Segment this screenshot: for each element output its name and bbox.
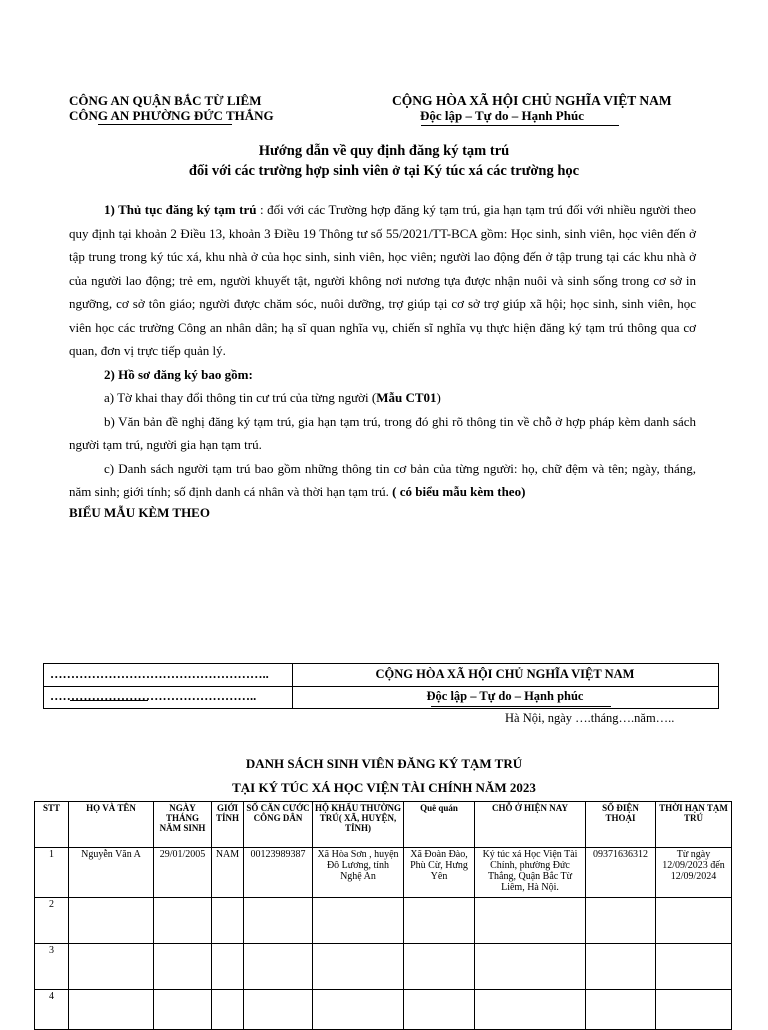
table-cell [586, 944, 656, 990]
table-cell: Ký túc xá Học Viện Tài Chính, phường Đức Thắng, Quận Bắc Từ Liêm, Hà Nội. [475, 848, 586, 898]
table-cell: Nguyễn Văn A [69, 848, 154, 898]
form-ct01-label: Mẫu CT01 [376, 390, 437, 405]
agency-name: CÔNG AN QUẬN BẮC TỪ LIÊM [69, 93, 262, 108]
list-title: DANH SÁCH SINH VIÊN ĐĂNG KÝ TẠM TRÚ [245, 756, 523, 771]
table-cell: 1 [35, 848, 69, 898]
table-cell [404, 944, 475, 990]
paragraph-procedure [69, 198, 696, 363]
document-body [69, 198, 696, 504]
column-header: STT [35, 802, 69, 848]
table-cell: 29/01/2005 [154, 848, 212, 898]
agency-subname: CÔNG AN PHƯỜNG ĐỨC THẮNG [69, 108, 274, 123]
column-header: HỘ KHẨU THƯỜNG TRÚ( XÃ, HUYỆN, TỈNH) [313, 802, 404, 848]
form-left-divider [70, 700, 148, 701]
table-cell: 00123989387 [244, 848, 313, 898]
form-header-box [43, 663, 719, 709]
national-motto: Độc lập – Tự do – Hạnh Phúc [420, 108, 584, 123]
header-right-divider [421, 125, 619, 126]
table-row [35, 848, 732, 898]
form-right-divider [431, 706, 611, 707]
annex-heading: BIỂU MẪU KÈM THEO [69, 505, 210, 520]
organization-blank-2: ………………………………………….. [50, 689, 257, 703]
national-title: CỘNG HÒA XÃ HỘI CHỦ NGHĨA VIỆT NAM [392, 93, 672, 108]
table-cell [475, 898, 586, 944]
column-header: SỐ CĂN CƯỚC CÔNG DÂN [244, 802, 313, 848]
procedure-text: : đối với các Trường hợp đăng ký tạm trú, gia hạn tạm trú đối với nhiều người theo quy định tại khoản 2 Điều 13, khoản 3 Điều 19 Thông tư số 55/2021/TT-BCA gồm: Học sinh, sinh viên, học viên đến ở tập trung trong ký túc xá, khu nhà ở của học sinh, sinh viên, học viên; người lao động đến ở tập trung tại các khu nhà ở của người lao động; trẻ em, người khuyết tật, người không nơi nương tựa được nhận nuôi và sinh sống trong cơ sở in ngưỡng, cơ sở tôn giáo; người được chăm sóc, nuôi dưỡng, trợ giúp tại cơ sở trợ giúp xã hội; học sinh, sinh viên, học viên học các trường Công an nhân dân; hạ sĩ quan nghĩa vụ, chiến sĩ nghĩa vụ thực hiện đăng ký tạm trú thông qua cơ quan, đơn vị trực tiếp quản lý. [69, 202, 697, 358]
table-cell: Xã Hòa Sơn , huyện Đô Lương, tỉnh Nghệ An [313, 848, 404, 898]
table-cell: Xã Đoàn Đào, Phù Cừ, Hưng Yên [404, 848, 475, 898]
table-header-row [35, 802, 732, 848]
dossier-item-c [69, 457, 696, 504]
column-header: HỌ VÀ TÊN [69, 802, 154, 848]
dossier-heading: 2) Hồ sơ đăng ký bao gồm: [104, 366, 253, 382]
table-cell: 3 [35, 944, 69, 990]
list-subtitle: TẠI KÝ TÚC XÁ HỌC VIỆN TÀI CHÍNH NĂM 2023 [232, 780, 536, 795]
table-cell [244, 898, 313, 944]
form-box-divider-h [44, 686, 718, 687]
date-line: Hà Nội, ngày ….tháng….năm….. [505, 711, 675, 725]
table-cell [69, 944, 154, 990]
procedure-label: 1) Thủ tục đăng ký tạm trú [104, 202, 257, 217]
student-registration-table [34, 801, 732, 1030]
table-cell [313, 898, 404, 944]
document-title: Hướng dẫn về quy định đăng ký tạm trú [258, 143, 510, 159]
table-cell [656, 898, 732, 944]
column-header: NGÀY THÁNG NĂM SINH [154, 802, 212, 848]
form-national-motto: Độc lập – Tự do – Hạnh phúc [426, 689, 584, 703]
table-cell [69, 898, 154, 944]
table-row [35, 944, 732, 990]
column-header: GIỚI TÍNH [212, 802, 244, 848]
table-cell [586, 898, 656, 944]
table-cell [212, 898, 244, 944]
table-cell [212, 944, 244, 990]
table-cell [154, 944, 212, 990]
dossier-item-b: b) Văn bản đề nghị đăng ký tạm trú, gia hạn tạm trú, trong đó ghi rõ thông tin về chỗ ở hợp pháp kèm danh sách người tạm trú, người gia hạn tạm trú. [69, 413, 696, 452]
attached-form-note: ( có biểu mẫu kèm theo) [392, 484, 526, 499]
table-cell [656, 944, 732, 990]
dossier-item-a-text: a) Tờ khai thay đổi thông tin cư trú của từng người ( [104, 390, 377, 405]
form-national-title: CỘNG HÒA XÃ HỘI CHỦ NGHĨA VIỆT NAM [375, 667, 635, 681]
column-header: Quê quán [404, 802, 475, 848]
table-cell [475, 944, 586, 990]
column-header: CHỖ Ở HIỆN NAY [475, 802, 586, 848]
dossier-item-c-text: c) Danh sách người tạm trú bao gồm những thông tin cơ bản của từng người: họ, chữ đệm và tên; ngày, tháng, năm sinh; giới tính; số định danh cá nhân và thời hạn tạm trú. [69, 460, 696, 499]
table-row [35, 898, 732, 944]
document-subtitle: đối với các trường hợp sinh viên ở tại Ký túc xá các trường học [188, 163, 580, 179]
table-cell [313, 944, 404, 990]
dossier-item-a [69, 386, 696, 410]
header-left-divider [98, 124, 232, 125]
table-cell: 4 [35, 990, 69, 1030]
table-cell [244, 944, 313, 990]
organization-blank-1: …………………………………………….. [50, 667, 269, 681]
column-header: SỐ ĐIỆN THOẠI [586, 802, 656, 848]
column-header: THỜI HẠN TẠM TRÚ [656, 802, 732, 848]
table-cell: 2 [35, 898, 69, 944]
table-cell: NAM [212, 848, 244, 898]
dossier-item-a-end: ) [436, 390, 441, 405]
table-cell [404, 898, 475, 944]
table-cell: 09371636312 [586, 848, 656, 898]
table-cell: Từ ngày 12/09/2023 đến 12/09/2024 [656, 848, 732, 898]
table-cell [154, 898, 212, 944]
